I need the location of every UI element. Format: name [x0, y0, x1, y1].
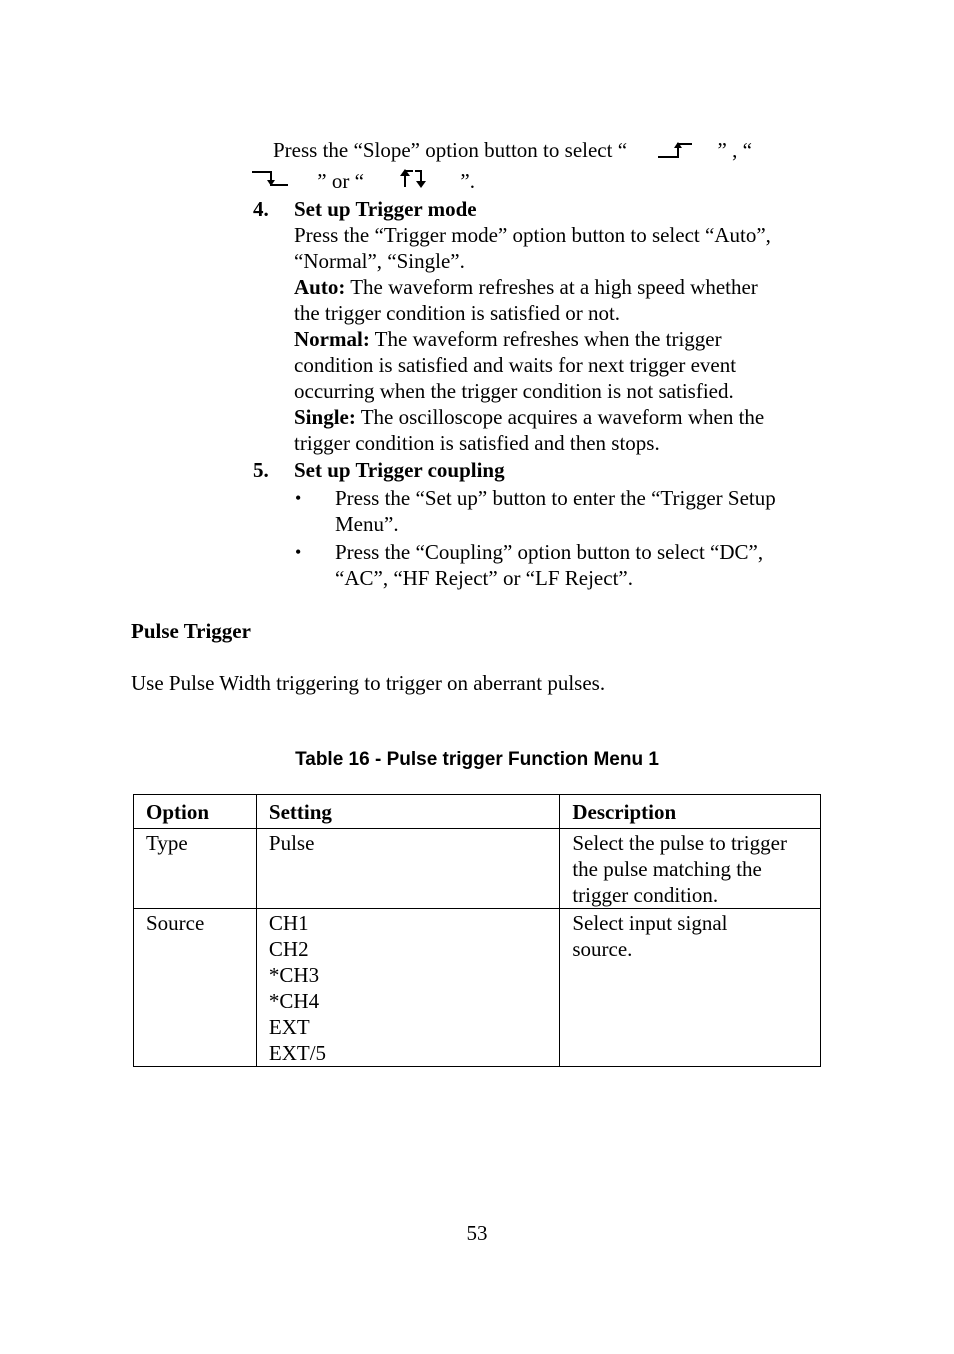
bullet-line: “AC”, “HF Reject” or “LF Reject”. [335, 566, 633, 590]
rising-edge-icon [632, 139, 712, 165]
step-4-number: 4. [253, 197, 269, 221]
slope-prefix: Press the “Slope” option button to select “ [273, 138, 628, 162]
step-5-number: 5. [253, 458, 269, 482]
step-4-line: the trigger condition is satisfied or not. [294, 301, 621, 325]
falling-edge-icon [250, 168, 312, 194]
slope-line-2 [250, 168, 475, 194]
bullet-coupling [335, 539, 763, 591]
step-4-line: Press the “Trigger mode” option button to select “Auto”, [294, 223, 771, 247]
function-menu-table [133, 794, 821, 1067]
section-intro: Use Pulse Width triggering to trigger on aberrant pulses. [131, 671, 606, 695]
slope-sep1: ” , “ [717, 138, 752, 162]
slope-line-1 [273, 137, 752, 165]
step-4-line: trigger condition is satisfied and then stops. [294, 431, 660, 455]
header-description: Description [560, 795, 821, 829]
cell-description: Select the pulse to trigger the pulse matching the trigger condition. [560, 829, 821, 909]
step-4-normal-line: Normal: The waveform refreshes when the trigger [294, 327, 722, 351]
header-setting: Setting [256, 795, 559, 829]
slope-end: ”. [460, 169, 475, 193]
slope-sep2: ” or “ [317, 169, 364, 193]
bullet-dot: • [295, 542, 302, 562]
table-row [134, 829, 821, 909]
bullet-line: Menu”. [335, 512, 399, 536]
table-caption: Table 16 - Pulse trigger Function Menu 1 [295, 749, 659, 770]
cell-description: Select input signal source. [560, 909, 821, 1067]
bullet-line: Press the “Coupling” option button to select “DC”, [335, 540, 764, 564]
bullet-line: Press the “Set up” button to enter the “Trigger Setup [335, 486, 776, 510]
table-row [134, 909, 821, 1067]
page-number: 53 [466, 1221, 488, 1245]
cell-option: Source [134, 909, 257, 1067]
step-4-single-line: Single: The oscilloscope acquires a waveform when the [294, 405, 765, 429]
header-option: Option [134, 795, 257, 829]
section-title: Pulse Trigger [131, 619, 251, 643]
rising-falling-edge-icon [369, 168, 455, 194]
bullet-setup [335, 485, 776, 537]
step-4-body [294, 222, 771, 456]
step-4-line: “Normal”, “Single”. [294, 249, 465, 273]
cell-setting: CH1 CH2 *CH3 *CH4 EXT EXT/5 [256, 909, 559, 1067]
bullet-dot: • [295, 488, 302, 508]
step-4-title: Set up Trigger mode [294, 197, 477, 221]
cell-setting: Pulse [256, 829, 559, 909]
cell-option: Type [134, 829, 257, 909]
step-4-line: occurring when the trigger condition is not satisfied. [294, 379, 734, 403]
step-5-title: Set up Trigger coupling [294, 458, 505, 482]
step-4-auto-line: Auto: The waveform refreshes at a high speed whether [294, 275, 758, 299]
table-header-row [134, 795, 821, 829]
step-4-line: condition is satisfied and waits for next trigger event [294, 353, 737, 377]
